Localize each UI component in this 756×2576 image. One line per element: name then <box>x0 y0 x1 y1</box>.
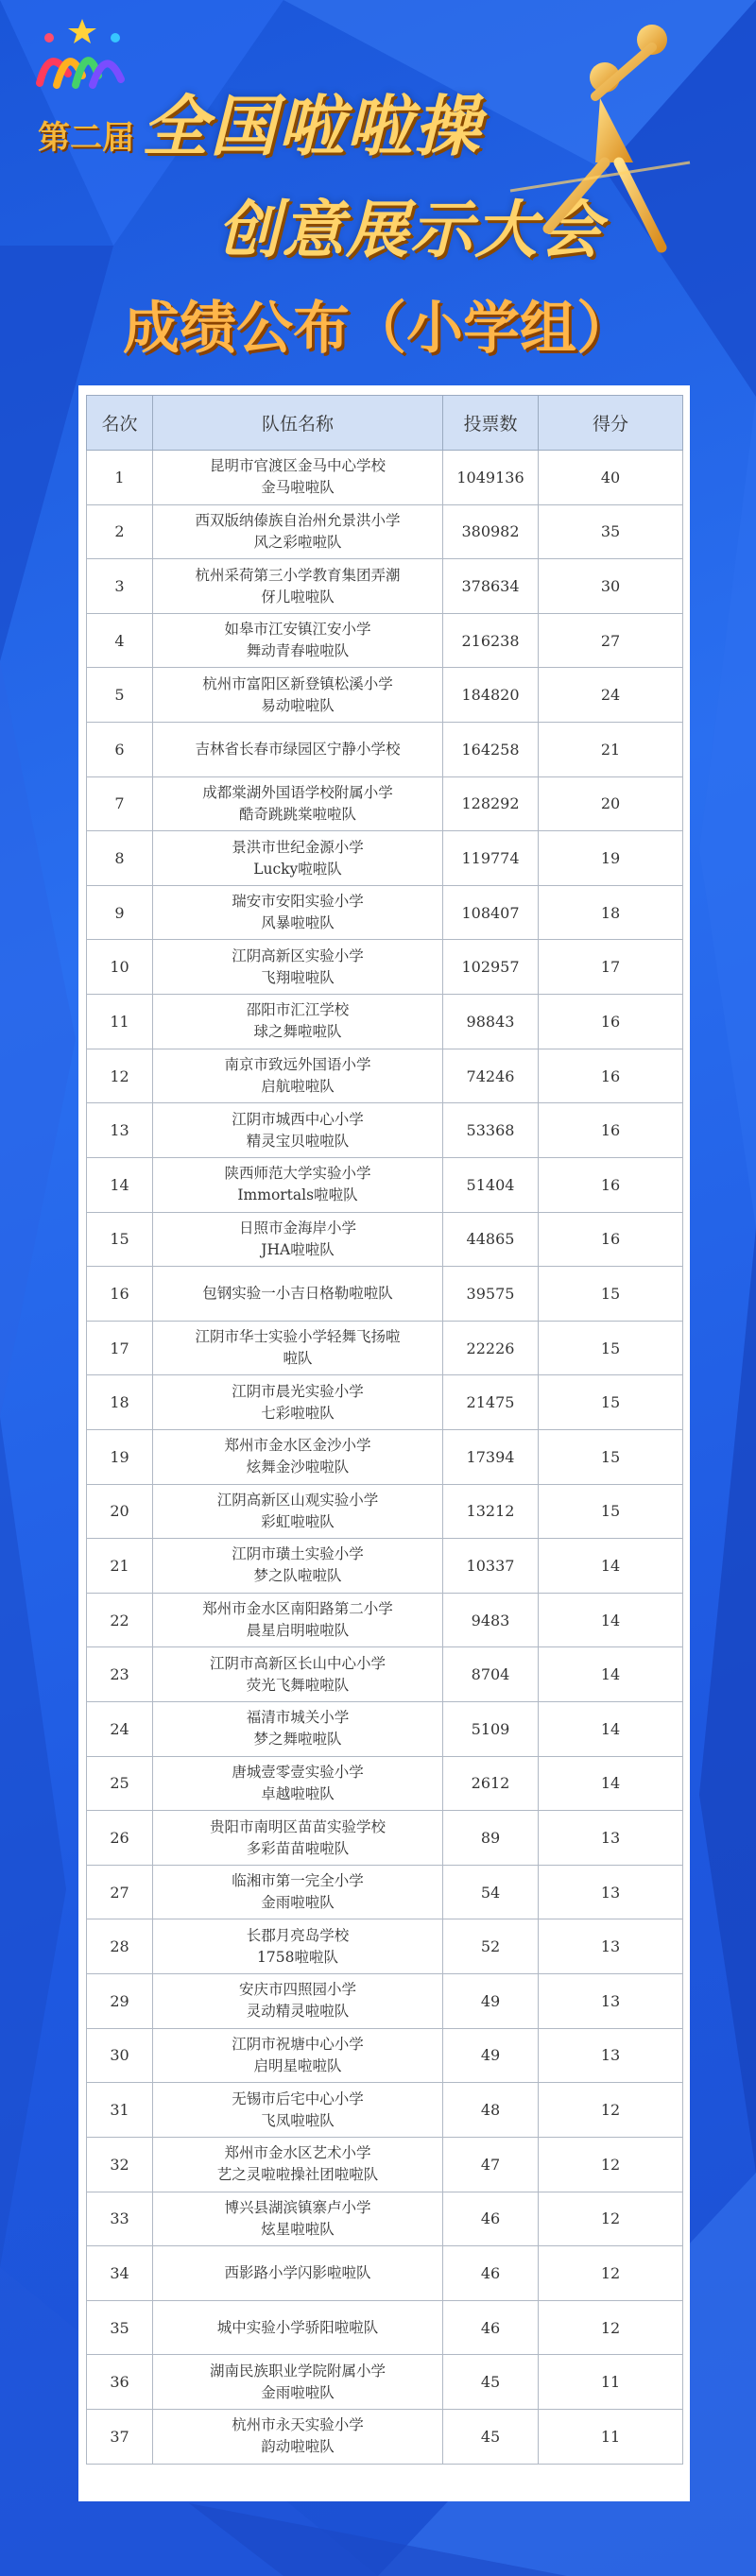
votes-cell: 45 <box>443 2409 539 2464</box>
votes-cell: 8704 <box>443 1647 539 1702</box>
votes-cell: 74246 <box>443 1049 539 1103</box>
votes-cell: 44865 <box>443 1212 539 1267</box>
votes-cell: 10337 <box>443 1539 539 1594</box>
team-cell: 江阴市华士实验小学轻舞飞扬啦 啦队 <box>153 1321 443 1375</box>
table-row <box>87 668 683 723</box>
team-cell: 邵阳市汇江学校 球之舞啦啦队 <box>153 995 443 1049</box>
rank-cell: 13 <box>87 1103 153 1158</box>
votes-cell: 39575 <box>443 1267 539 1322</box>
votes-cell: 216238 <box>443 613 539 668</box>
score-cell: 21 <box>539 723 683 777</box>
results-table <box>86 395 683 2465</box>
rank-cell: 24 <box>87 1702 153 1757</box>
rank-cell: 27 <box>87 1865 153 1919</box>
rank-cell: 15 <box>87 1212 153 1267</box>
rank-cell: 22 <box>87 1593 153 1647</box>
table-row <box>87 1756 683 1811</box>
score-cell: 16 <box>539 1157 683 1212</box>
table-row <box>87 504 683 559</box>
votes-cell: 9483 <box>443 1593 539 1647</box>
rank-cell: 19 <box>87 1429 153 1484</box>
score-cell: 18 <box>539 885 683 940</box>
cheerleader-icon <box>491 21 709 257</box>
team-cell: 瑞安市安阳实验小学 风暴啦啦队 <box>153 885 443 940</box>
table-row <box>87 1484 683 1539</box>
table-row <box>87 2028 683 2083</box>
votes-cell: 108407 <box>443 885 539 940</box>
table-row <box>87 1375 683 1430</box>
table-row <box>87 451 683 505</box>
team-cell: 杭州市永天实验小学 韵动啦啦队 <box>153 2409 443 2464</box>
votes-cell: 2612 <box>443 1756 539 1811</box>
team-cell: 江阴市璜土实验小学 梦之队啦啦队 <box>153 1539 443 1594</box>
votes-cell: 46 <box>443 2300 539 2355</box>
table-row <box>87 995 683 1049</box>
score-cell: 12 <box>539 2083 683 2138</box>
column-header-score: 得分 <box>539 396 683 451</box>
score-cell: 15 <box>539 1484 683 1539</box>
team-cell: 陕西师范大学实验小学 Immortals啦啦队 <box>153 1157 443 1212</box>
votes-cell: 128292 <box>443 776 539 831</box>
column-header-team: 队伍名称 <box>153 396 443 451</box>
score-cell: 14 <box>539 1593 683 1647</box>
team-cell: 博兴县湖滨镇寨卢小学 炫星啦啦队 <box>153 2192 443 2246</box>
rank-cell: 8 <box>87 831 153 886</box>
event-title-line2: 创意展示大会 <box>217 194 603 266</box>
team-cell: 长郡月亮岛学校 1758啦啦队 <box>153 1919 443 1974</box>
rank-cell: 31 <box>87 2083 153 2138</box>
table-row <box>87 2083 683 2138</box>
table-row <box>87 2300 683 2355</box>
table-row <box>87 613 683 668</box>
team-cell: 江阴市晨光实验小学 七彩啦啦队 <box>153 1375 443 1430</box>
team-cell: 江阴市祝塘中心小学 启明星啦啦队 <box>153 2028 443 2083</box>
event-header <box>0 0 756 283</box>
score-cell: 14 <box>539 1702 683 1757</box>
table-row <box>87 940 683 995</box>
score-cell: 14 <box>539 1539 683 1594</box>
table-row <box>87 1974 683 2029</box>
score-cell: 14 <box>539 1647 683 1702</box>
column-header-rank: 名次 <box>87 396 153 451</box>
votes-cell: 1049136 <box>443 451 539 505</box>
team-cell: 成都棠湖外国语学校附属小学 酷奇跳跳棠啦啦队 <box>153 776 443 831</box>
table-row <box>87 1429 683 1484</box>
score-cell: 19 <box>539 831 683 886</box>
table-row <box>87 2137 683 2192</box>
table-row <box>87 1702 683 1757</box>
rank-cell: 20 <box>87 1484 153 1539</box>
rank-cell: 3 <box>87 559 153 614</box>
rank-cell: 21 <box>87 1539 153 1594</box>
votes-cell: 5109 <box>443 1702 539 1757</box>
votes-cell: 184820 <box>443 668 539 723</box>
votes-cell: 51404 <box>443 1157 539 1212</box>
rank-cell: 32 <box>87 2137 153 2192</box>
event-logo-icon <box>30 17 134 102</box>
score-cell: 11 <box>539 2355 683 2410</box>
team-cell: 西双版纳傣族自治州允景洪小学 风之彩啦啦队 <box>153 504 443 559</box>
score-cell: 15 <box>539 1321 683 1375</box>
score-cell: 13 <box>539 2028 683 2083</box>
team-cell: 临湘市第一完全小学 金雨啦啦队 <box>153 1865 443 1919</box>
rank-cell: 12 <box>87 1049 153 1103</box>
rank-cell: 6 <box>87 723 153 777</box>
rank-cell: 1 <box>87 451 153 505</box>
team-cell: 郑州市金水区艺术小学 艺之灵啦啦操社团啦啦队 <box>153 2137 443 2192</box>
rank-cell: 35 <box>87 2300 153 2355</box>
team-cell: 郑州市金水区南阳路第二小学 晨星启明啦啦队 <box>153 1593 443 1647</box>
table-row <box>87 2355 683 2410</box>
score-cell: 30 <box>539 559 683 614</box>
score-cell: 24 <box>539 668 683 723</box>
table-row <box>87 559 683 614</box>
team-cell: 包钢实验一小吉日格勒啦啦队 <box>153 1267 443 1322</box>
votes-cell: 119774 <box>443 831 539 886</box>
team-cell: 福清市城关小学 梦之舞啦啦队 <box>153 1702 443 1757</box>
table-row <box>87 831 683 886</box>
score-cell: 16 <box>539 1103 683 1158</box>
column-header-votes: 投票数 <box>443 396 539 451</box>
rank-cell: 33 <box>87 2192 153 2246</box>
team-cell: 贵阳市南明区苗苗实验学校 多彩苗苗啦啦队 <box>153 1811 443 1866</box>
score-cell: 27 <box>539 613 683 668</box>
table-row <box>87 1539 683 1594</box>
table-row <box>87 2192 683 2246</box>
rank-cell: 16 <box>87 1267 153 1322</box>
score-cell: 16 <box>539 995 683 1049</box>
rank-cell: 26 <box>87 1811 153 1866</box>
rank-cell: 37 <box>87 2409 153 2464</box>
team-cell: 杭州市富阳区新登镇松溪小学 易动啦啦队 <box>153 668 443 723</box>
votes-cell: 49 <box>443 2028 539 2083</box>
team-cell: 江阴高新区实验小学 飞翔啦啦队 <box>153 940 443 995</box>
votes-cell: 98843 <box>443 995 539 1049</box>
rank-cell: 10 <box>87 940 153 995</box>
score-cell: 15 <box>539 1267 683 1322</box>
score-cell: 17 <box>539 940 683 995</box>
table-row <box>87 1593 683 1647</box>
team-cell: 安庆市四照园小学 灵动精灵啦啦队 <box>153 1974 443 2029</box>
team-cell: 江阴市高新区长山中心小学 荧光飞舞啦啦队 <box>153 1647 443 1702</box>
team-cell: 西影路小学闪影啦啦队 <box>153 2246 443 2301</box>
table-row <box>87 723 683 777</box>
section-title: 成绩公布（小学组） <box>123 296 633 362</box>
rank-cell: 2 <box>87 504 153 559</box>
score-cell: 12 <box>539 2192 683 2246</box>
team-cell: 杭州采荷第三小学教育集团弄潮 伢儿啦啦队 <box>153 559 443 614</box>
votes-cell: 102957 <box>443 940 539 995</box>
team-cell: 城中实验小学骄阳啦啦队 <box>153 2300 443 2355</box>
table-row <box>87 1647 683 1702</box>
rank-cell: 29 <box>87 1974 153 2029</box>
votes-cell: 53368 <box>443 1103 539 1158</box>
votes-cell: 13212 <box>443 1484 539 1539</box>
team-cell: 吉林省长春市绿园区宁静小学校 <box>153 723 443 777</box>
votes-cell: 52 <box>443 1919 539 1974</box>
team-cell: 昆明市官渡区金马中心学校 金马啦啦队 <box>153 451 443 505</box>
score-cell: 11 <box>539 2409 683 2464</box>
score-cell: 16 <box>539 1212 683 1267</box>
results-card <box>78 385 690 2501</box>
table-row <box>87 2409 683 2464</box>
rank-cell: 11 <box>87 995 153 1049</box>
rank-cell: 30 <box>87 2028 153 2083</box>
score-cell: 16 <box>539 1049 683 1103</box>
score-cell: 12 <box>539 2300 683 2355</box>
table-row <box>87 885 683 940</box>
team-cell: 郑州市金水区金沙小学 炫舞金沙啦啦队 <box>153 1429 443 1484</box>
table-row <box>87 1212 683 1267</box>
table-header-row <box>87 396 683 451</box>
table-row <box>87 1157 683 1212</box>
score-cell: 13 <box>539 1919 683 1974</box>
votes-cell: 22226 <box>443 1321 539 1375</box>
votes-cell: 54 <box>443 1865 539 1919</box>
rank-cell: 7 <box>87 776 153 831</box>
rank-cell: 28 <box>87 1919 153 1974</box>
table-row <box>87 1321 683 1375</box>
team-cell: 南京市致远外国语小学 启航啦啦队 <box>153 1049 443 1103</box>
table-row <box>87 2246 683 2301</box>
team-cell: 如皋市江安镇江安小学 舞动青春啦啦队 <box>153 613 443 668</box>
table-row <box>87 1865 683 1919</box>
votes-cell: 380982 <box>443 504 539 559</box>
rank-cell: 23 <box>87 1647 153 1702</box>
votes-cell: 378634 <box>443 559 539 614</box>
table-row <box>87 1919 683 1974</box>
team-cell: 江阴市城西中心小学 精灵宝贝啦啦队 <box>153 1103 443 1158</box>
votes-cell: 89 <box>443 1811 539 1866</box>
team-cell: 日照市金海岸小学 JHA啦啦队 <box>153 1212 443 1267</box>
table-row <box>87 1267 683 1322</box>
event-title-line1: 全国啦啦操 <box>142 88 482 165</box>
rank-cell: 36 <box>87 2355 153 2410</box>
rank-cell: 25 <box>87 1756 153 1811</box>
score-cell: 13 <box>539 1811 683 1866</box>
votes-cell: 21475 <box>443 1375 539 1430</box>
table-row <box>87 776 683 831</box>
score-cell: 13 <box>539 1974 683 2029</box>
score-cell: 14 <box>539 1756 683 1811</box>
team-cell: 唐城壹零壹实验小学 卓越啦啦队 <box>153 1756 443 1811</box>
table-row <box>87 1811 683 1866</box>
score-cell: 35 <box>539 504 683 559</box>
score-cell: 15 <box>539 1375 683 1430</box>
votes-cell: 48 <box>443 2083 539 2138</box>
rank-cell: 5 <box>87 668 153 723</box>
score-cell: 13 <box>539 1865 683 1919</box>
rank-cell: 4 <box>87 613 153 668</box>
votes-cell: 49 <box>443 1974 539 2029</box>
team-cell: 无锡市后宅中心小学 飞凤啦啦队 <box>153 2083 443 2138</box>
score-cell: 20 <box>539 776 683 831</box>
rank-cell: 9 <box>87 885 153 940</box>
rank-cell: 17 <box>87 1321 153 1375</box>
score-cell: 12 <box>539 2246 683 2301</box>
rank-cell: 34 <box>87 2246 153 2301</box>
score-cell: 40 <box>539 451 683 505</box>
team-cell: 景洪市世纪金源小学 Lucky啦啦队 <box>153 831 443 886</box>
score-cell: 15 <box>539 1429 683 1484</box>
rank-cell: 14 <box>87 1157 153 1212</box>
table-row <box>87 1049 683 1103</box>
votes-cell: 47 <box>443 2137 539 2192</box>
votes-cell: 46 <box>443 2246 539 2301</box>
table-row <box>87 1103 683 1158</box>
team-cell: 江阴高新区山观实验小学 彩虹啦啦队 <box>153 1484 443 1539</box>
edition-label: 第二届 <box>38 119 134 157</box>
score-cell: 12 <box>539 2137 683 2192</box>
votes-cell: 45 <box>443 2355 539 2410</box>
team-cell: 湖南民族职业学院附属小学 金雨啦啦队 <box>153 2355 443 2410</box>
votes-cell: 46 <box>443 2192 539 2246</box>
rank-cell: 18 <box>87 1375 153 1430</box>
votes-cell: 164258 <box>443 723 539 777</box>
votes-cell: 17394 <box>443 1429 539 1484</box>
